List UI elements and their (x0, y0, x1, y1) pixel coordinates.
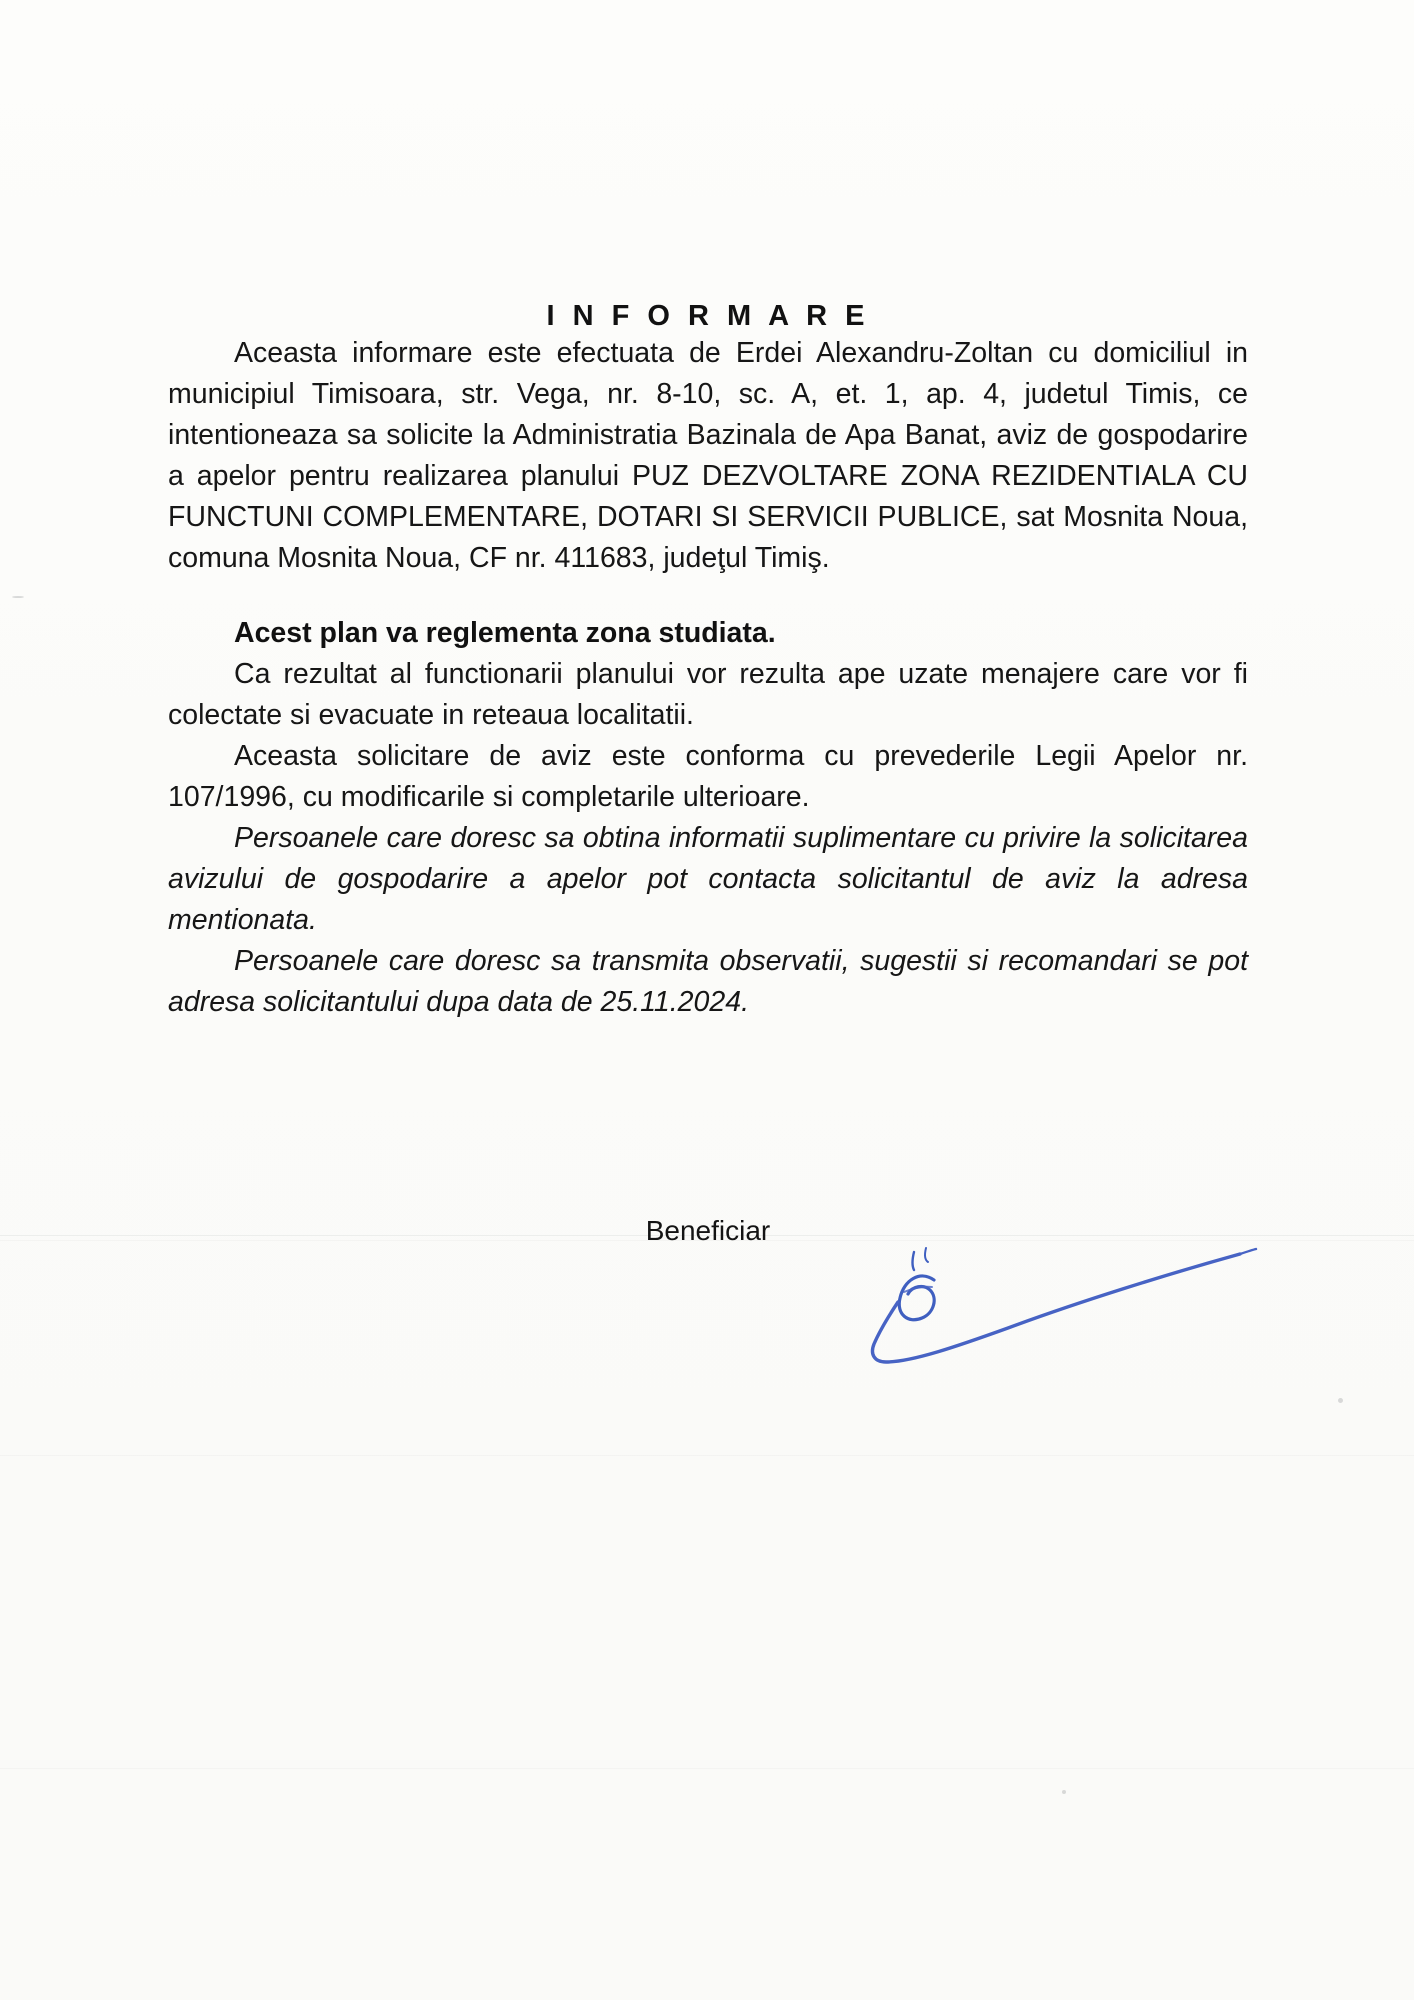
scan-artifact-line (0, 1455, 1414, 1456)
paragraph-legal-basis: Aceasta solicitare de aviz este conforma cu prevederile Legii Apelor nr. 107/1996, cu modificarile si completarile ulterioare. (168, 740, 1248, 813)
handwritten-signature-icon (868, 1240, 1298, 1390)
document-body (168, 0, 1248, 1246)
page-title: I N F O R M A R E (546, 300, 870, 332)
paragraph-waste-water: Ca rezultat al functionarii planului vor rezulta ape uzate menajere care vor fi colectate si evacuate in reteaua localitatii. (168, 658, 1248, 731)
scan-speck (1338, 1398, 1343, 1403)
paragraph-intro: Aceasta informare este efectuata de Erdei Alexandru-Zoltan cu domiciliul in municipiul Timisoara, str. Vega, nr. 8-10, sc. A, et. 1, ap. 4, judetul Timis, ce intentioneaza sa solicite la Administratia Bazinala de Apa Banat, aviz de gospodarire a apelor pentru realizarea planului PUZ DEZVOLTARE ZONA REZIDENTIALA CU FUNCTUNI COMPLEMENTARE, DOTARI SI SERVICII PUBLICE, sat Mosnita Noua, comuna Mosnita Noua, CF nr. 411683, judeţul Timiş. (168, 337, 1248, 574)
scan-speck (12, 596, 24, 598)
paragraph-contact-info: Persoanele care doresc sa obtina informatii suplimentare cu privire la solicitarea avizului de gospodarire a apelor pot contacta solicitantul de aviz la adresa mentionata. (168, 822, 1248, 936)
scan-speck (1062, 1790, 1066, 1794)
paragraph-observations: Persoanele care doresc sa transmita observatii, sugestii si recomandari se pot adresa solicitantului dupa data de 25.11.2024. (168, 945, 1248, 1018)
signature-label: Beneficiar (645, 1215, 771, 1246)
scan-artifact-line (0, 1768, 1414, 1769)
paragraph-plan-statement: Acest plan va reglementa zona studiata. (234, 617, 776, 649)
